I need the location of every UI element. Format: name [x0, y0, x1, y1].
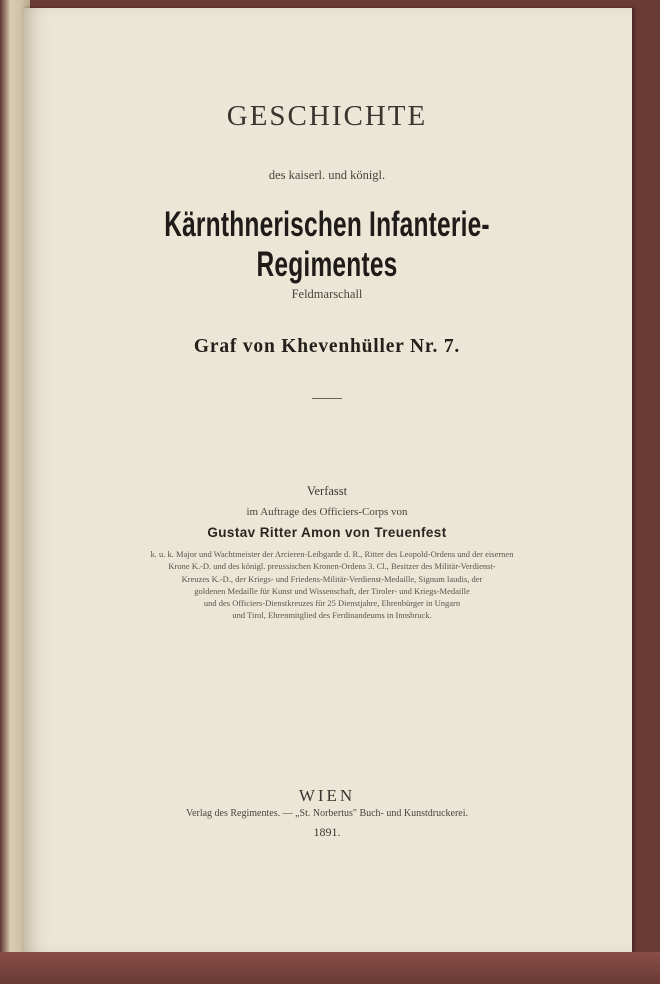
regiment-name: Kärnthnerischen Infanterie-Regimentes — [164, 205, 490, 284]
patron: Graf von Khevenhüller Nr. 7. — [193, 336, 461, 357]
author-credits — [112, 548, 552, 622]
heading: GESCHICHTE — [226, 100, 428, 132]
author-name: Gustav Ritter Amon von Treuenfest — [207, 525, 447, 540]
credit-line: k. u. k. Major und Wachtmeister der Arcieren-Leibgarde d. R., Ritter des Leopold-Ordens und der eisernen — [150, 549, 514, 559]
credit-line: und des Officiers-Dienstkreuzes für 25 Dienstjahre, Ehrenbürger in Ungarn — [203, 598, 461, 609]
commission-line: im Auftrage des Officiers-Corps von — [246, 506, 408, 518]
rank: Feldmarschall — [291, 287, 363, 301]
year: 1891. — [313, 825, 341, 839]
divider-rule — [312, 398, 342, 399]
book-cover-edge — [0, 952, 660, 984]
credit-line: Krone K.-D. und des königl. preussischen Kronen-Ordens 3. Cl., Besitzer des Militär-Verdienst- — [168, 561, 496, 572]
credit-line: und Tirol, Ehrenmitglied des Ferdinandeums in Innsbruck. — [232, 610, 432, 621]
credit-line: Kreuzes K.-D., der Kriegs- und Friedens-Militär-Verdienst-Medaille, Signum laudis, der — [181, 573, 483, 584]
subheading: des kaiserl. und königl. — [268, 168, 386, 182]
publisher: Verlag des Regimentes. — „St. Norbertus" Buch- und Kunstdruckerei. — [185, 808, 469, 819]
composed-label: Verfasst — [306, 484, 348, 498]
credit-line: goldenen Medaille für Kunst und Wissenschaft, der Tiroler- und Kriegs-Medaille — [194, 585, 470, 596]
city: WIEN — [298, 786, 356, 805]
